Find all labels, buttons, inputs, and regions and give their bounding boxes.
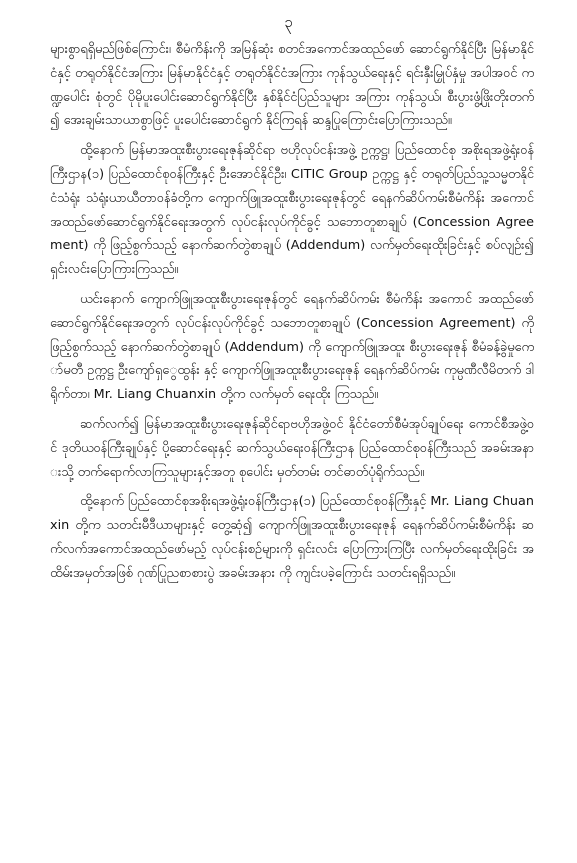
paragraph-5: ထို့နောက် ပြည်ထောင်စုအစိုးရအဖွဲ့ရုံးဝန်ကြီးဌာန(၁) ပြည်ထောင်စုဝန်ကြီးနှင့် Mr. Liang Chuanxin တို့က သတင်းမီဒီယာများနှင့် တွေ့ဆုံ၍ ကျောက်ဖြူအထူးစီးပွားရေးဇုန် ရေနက်ဆိပ်ကမ်းစီမံကိန်း ဆက်လက်အကောင်အထည်ဖော်မည့် လုပ်ငန်းစဉ်များကို ရှင်းလင်း ပြောကြားကြပြီး လက်မှတ်ရေးထိုးခြင်း အထိမ်းအမှတ်အဖြစ် ဂုဏ်ပြုညစာစားပွဲ အခမ်းအနား ကို ကျင်းပခဲ့ကြောင်း သတင်းရရှိသည်။ [50, 494, 534, 581]
page-number: ၃ [284, 13, 293, 31]
paragraph-3: ယင်းနောက် ကျောက်ဖြူအထူးစီးပွားရေးဇုန်တွင် ရေနက်ဆိပ်ကမ်း စီမံကိန်း အကောင် အထည်ဖော်ဆောင်ရွက်နိုင်ရေးအတွက် လုပ်ငန်းလုပ်ကိုင်ခွင့် သဘောတူစာချုပ် (Concession Agreement) ကို ဖြည့်စွက်သည့် နောက်ဆက်တွဲစာချုပ် (Addendum) ကို ကျောက်ဖြူအထူး စီးပွားရေးဇုန် စီမံခန့်ခွဲမှုကော်မတီ ဥက္ကဋ္ဌ ဦးကျော်ရှွေထွန်း နှင့် ကျောက်ဖြူအထူးစီးပွားရေးဇုန် ရေနက်ဆိပ်ကမ်း ကုမ္ပဏီလီမိတက် ဒါရိုက်တာ၊ Mr. Liang Chuanxin တို့က လက်မှတ် ရေးထိုး ကြသည်။ [50, 291, 534, 403]
paragraph-4: ဆက်လက်၍ မြန်မာအထူးစီးပွားရေးဇုန်ဆိုင်ရာဗဟိုအဖွဲ့ဝင် နိုင်ငံတော်စီမံအုပ်ချုပ်ရေး ကောင်စီအဖွဲ့ဝင် ဒုတိယဝန်ကြီးချုပ်နှင့် ပို့ဆောင်ရေးနှင့် ဆက်သွယ်ရေးဝန်ကြီးဌာန ပြည်ထောင်စုဝန်ကြီးသည် အခမ်းအနားသို့ တက်ရောက်လာကြသူများနှင့်အတူ စုပေါင်း မှတ်တမ်း တင်ဓာတ်ပုံရိုက်သည်။ [50, 416, 534, 480]
paragraph-1: များစွာရရှိမည်ဖြစ်ကြောင်း၊ စီမံကိန်းကို အမြန်ဆုံး စတင်အကောင်အထည်ဖော် ဆောင်ရွက်နိုင်ပြီး မြန်မာနိုင်ငံနှင့် တရုတ်နိုင်ငံအကြား မြန်မာနိုင်ငံနှင့် တရုတ်နိုင်ငံအကြား ကုန်သွယ်ရေးနှင့် ရင်းနှီးမြှုပ်နှံမှု အပါအဝင် ကဏ္ဍပေါင်း စုံတွင် ပိုမိုပူးပေါင်းဆောင်ရွက်နိုင်ပြီး နှစ်နိုင်ငံပြည်သူများ အကြား ကုန်သွယ်၊ စီးပွားဖွံ့ဖြိုးတိုးတက်၍ အေးချမ်းသာယာစွာဖြင့် ပူးပေါင်းဆောင်ရွက် နိုင်ကြရန် ဆန္ဒပြုကြောင်းပြောကြားသည်။ [50, 42, 534, 129]
document-body [50, 38, 534, 592]
paragraph-2: ထို့နောက် မြန်မာအထူးစီးပွားရေးဇုန်ဆိုင်ရာ ဗဟိုလုပ်ငန်းအဖွဲ့ ဥက္ကဋ္ဌ၊ ပြည်ထောင်စု အစိုးရအဖွဲ့ရုံးဝန်ကြီးဌာန(၁) ပြည်ထောင်စုဝန်ကြီးနှင့် ဦးအောင်နိုင်ဦး၊ CITIC Group ဥက္ကဋ္ဌ နှင့် တရုတ်ပြည်သူ့သမ္မတနိုင်ငံသံရုံး သံရုံးယာယီတာဝန်ခံတို့က ကျောက်ဖြူအထူးစီးပွားရေးဇုန်တွင် ရေနက်ဆိပ်ကမ်းစီမံကိန်း အကောင်အထည်ဖော်ဆောင်ရွက်နိုင်ရေးအတွက် လုပ်ငန်းလုပ်ကိုင်ခွင့် သဘောတူစာချုပ် (Concession Agreement) ကို ဖြည့်စွက်သည့် နောက်ဆက်တွဲစာချုပ် (Addendum) လက်မှတ်ရေးထိုးခြင်းနှင့် စပ်လျဉ်း၍ ရှင်းလင်းပြောကြားကြသည်။ [50, 143, 534, 278]
